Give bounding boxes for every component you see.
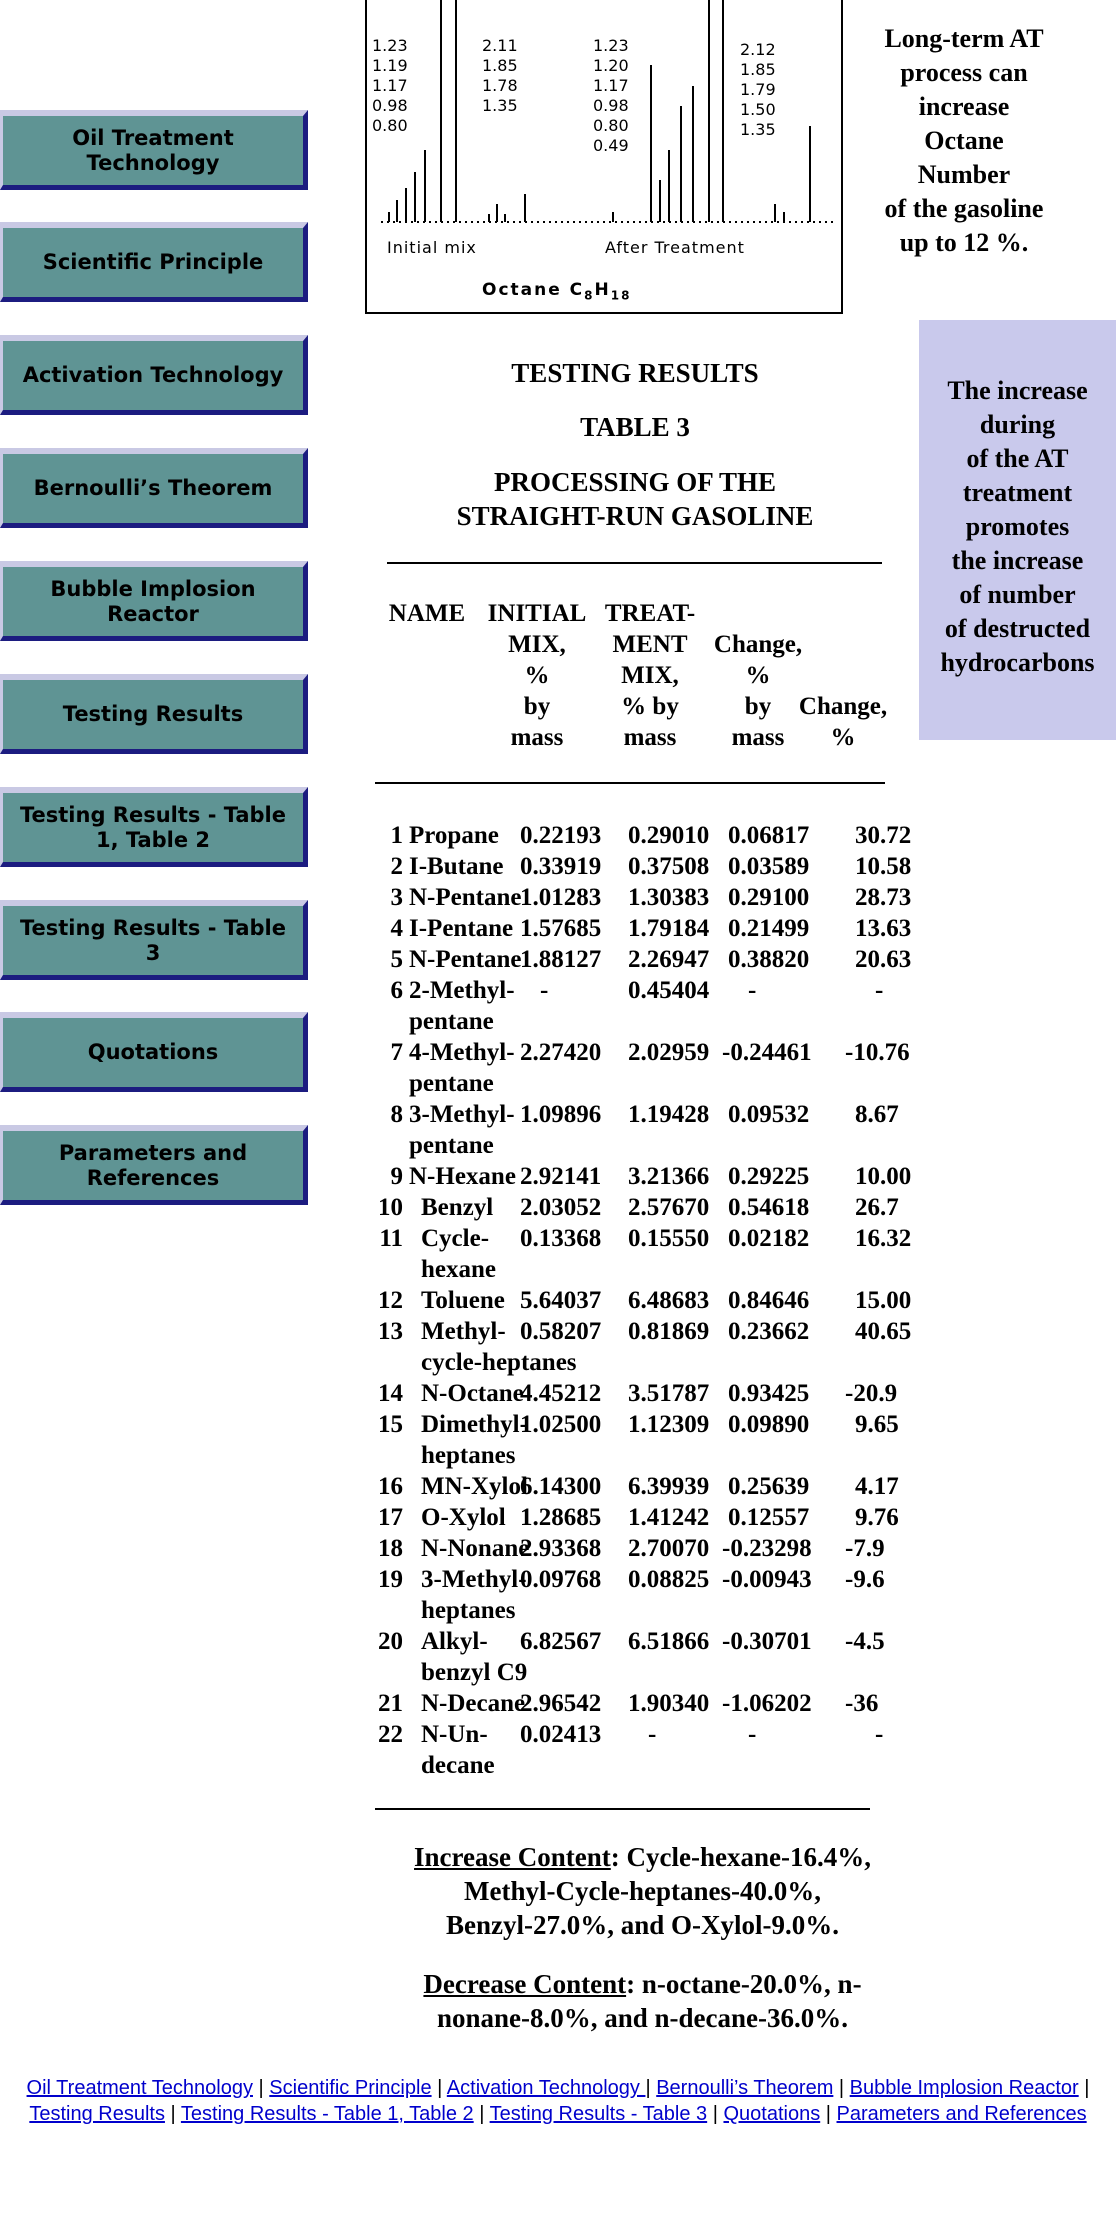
nav-testing-results[interactable]: [0, 674, 308, 754]
cell-name-line: I-Butane: [409, 853, 504, 880]
cell-name-line: 3-Methyl-: [421, 1566, 527, 1593]
footer-link-table-1-2[interactable]: Testing Results - Table 1, Table 2: [180, 2103, 474, 2125]
cell-initial: 0.58207: [520, 1318, 602, 1345]
cell-chg-mass: 0.29225: [728, 1163, 810, 1190]
header-line: INITIAL: [487, 600, 587, 627]
increase-summary: [365, 1840, 920, 1942]
nav-parameters-and-references[interactable]: [0, 1125, 308, 1205]
nav-bubble-implosion-reactor[interactable]: [0, 561, 308, 641]
cell-name: [421, 1409, 528, 1471]
header-change-pct: [788, 598, 898, 753]
value-label: 1.23: [372, 36, 408, 55]
header-line: [788, 598, 898, 629]
cell-name: [421, 1192, 493, 1223]
header-line: Change,: [713, 631, 803, 658]
cell-treat: 6.51866: [628, 1628, 710, 1655]
cell-n: 20: [378, 1628, 403, 1655]
note-line: of destructed: [944, 614, 1091, 643]
cell-name-line: 3-Methyl-: [409, 1101, 515, 1128]
header-line: mass: [510, 724, 564, 751]
cell-initial: 6.14300: [520, 1473, 602, 1500]
after-values-right: [740, 40, 776, 140]
cell-initial: 1.57685: [520, 915, 602, 942]
cell-name: [421, 1223, 496, 1285]
cell-treat: 1.79184: [628, 915, 710, 942]
note-line: increase: [918, 92, 1010, 121]
cell-n: 2: [390, 853, 403, 880]
summary-line: [365, 1840, 920, 1874]
note-line: of the gasoline: [884, 194, 1044, 223]
cell-name-line: Dimethyl-: [421, 1411, 528, 1438]
header-line: Change,: [798, 693, 888, 720]
cell-name: [409, 975, 515, 1037]
cell-name-line: pentane: [409, 1008, 494, 1035]
cell-n: 10: [378, 1194, 403, 1221]
value-label: 2.11: [482, 36, 518, 55]
cell-chg-pct: -10.76: [845, 1039, 910, 1066]
header-line: mass: [623, 724, 677, 751]
initial-values-right: [482, 36, 518, 116]
cell-n: 11: [379, 1225, 403, 1252]
note-line: Long-term AT: [884, 24, 1044, 53]
cell-initial: 2.93368: [520, 1535, 602, 1562]
footer-link-activation-technology[interactable]: Activation Technology: [446, 2077, 646, 2099]
cell-chg-pct: 26.7: [855, 1194, 899, 1221]
note-line: treatment: [962, 478, 1073, 507]
header-line: %: [830, 724, 856, 751]
cell-initial: 1.88127: [520, 946, 602, 973]
increase-label: Increase Content: [414, 1842, 611, 1872]
cell-initial: 0.33919: [520, 853, 602, 880]
octane-note: [864, 22, 1064, 260]
cell-chg-pct: 28.73: [855, 884, 912, 911]
cell-name: [409, 882, 521, 913]
divider: [387, 562, 882, 564]
chromatogram-figure: [365, 0, 843, 314]
nav-scientific-principle[interactable]: [0, 222, 308, 302]
note-line: process can: [900, 58, 1028, 87]
summary-line: Methyl-Cycle-heptanes-40.0%,: [464, 1876, 821, 1906]
cell-initial: 0.22193: [520, 822, 602, 849]
cell-n: 7: [390, 1039, 403, 1066]
label-initial-mix: Initial mix: [387, 238, 477, 257]
footer-link-scientific-principle[interactable]: Scientific Principle: [269, 2077, 432, 2099]
footer-link-testing-results[interactable]: Testing Results: [29, 2103, 165, 2125]
note-line: The increase: [947, 376, 1088, 405]
value-label: 1.35: [482, 96, 518, 115]
cell-initial: 2.92141: [520, 1163, 602, 1190]
cell-chg-pct: -: [875, 977, 884, 1004]
summary-line: nonane-8.0%, and n-decane-36.0%.: [436, 2003, 849, 2033]
footer-link-bernoulli[interactable]: Bernoulli’s Theorem: [656, 2077, 834, 2099]
cell-chg-mass: -0.24461: [722, 1039, 812, 1066]
after-values-left: [593, 36, 629, 156]
cell-chg-mass: 0.02182: [728, 1225, 810, 1252]
cell-treat: 0.37508: [628, 853, 710, 880]
cell-chg-pct: 9.65: [855, 1411, 899, 1438]
cell-initial: 0.13368: [520, 1225, 602, 1252]
destruction-note-box: [919, 320, 1116, 740]
cell-initial: 2.96542: [520, 1690, 602, 1717]
cell-name-line: N-Nonane: [421, 1535, 530, 1562]
after-peaks: [613, 0, 810, 222]
cell-n: 21: [378, 1690, 403, 1717]
cell-initial: 1.09896: [520, 1101, 602, 1128]
cell-treat: 3.21366: [628, 1163, 710, 1190]
nav-bernoullis-theorem[interactable]: [0, 448, 308, 528]
cell-initial: 1.01283: [520, 884, 602, 911]
header-line: MIX,: [621, 662, 679, 689]
header-line: NAME: [388, 600, 466, 627]
cell-name-line: N-Pentane: [409, 884, 522, 911]
cell-name-line: Alkyl-: [421, 1628, 488, 1655]
cell-name: [409, 1161, 516, 1192]
cell-n: 8: [390, 1101, 403, 1128]
nav-oil-treatment-technology[interactable]: [0, 110, 308, 190]
footer-link-oil-treatment[interactable]: Oil Treatment Technology: [26, 2077, 253, 2099]
cell-initial: 6.82567: [520, 1628, 602, 1655]
cell-name-line: cycle-heptanes: [421, 1349, 577, 1376]
cell-name-line: heptanes: [421, 1442, 516, 1469]
cell-name-line: decane: [421, 1752, 495, 1779]
cell-chg-mass: -1.06202: [722, 1690, 812, 1717]
cell-chg-pct: -36: [845, 1690, 879, 1717]
cell-chg-pct: -9.6: [845, 1566, 885, 1593]
cell-treat: 1.19428: [628, 1101, 710, 1128]
cell-treat: 3.51787: [628, 1380, 710, 1407]
header-line: MIX,: [508, 631, 566, 658]
header-line: [788, 629, 898, 660]
cell-name-line: N-Un-: [421, 1721, 488, 1748]
cell-name-line: pentane: [409, 1070, 494, 1097]
cell-n: 5: [390, 946, 403, 973]
header-line: TREAT-: [604, 600, 696, 627]
cell-treat: 1.90340: [628, 1690, 710, 1717]
decrease-summary: [365, 1967, 920, 2035]
nav-label: Quotations: [87, 1040, 219, 1064]
header-line: %: [524, 662, 550, 689]
cell-initial: -: [540, 977, 549, 1004]
nav-label: Bernoulli’s Theorem: [33, 476, 273, 500]
cell-name: [409, 820, 499, 851]
footer-link-bubble-implosion[interactable]: Bubble Implosion Reactor: [849, 2077, 1079, 2099]
cell-name: [421, 1285, 505, 1316]
cell-name: [421, 1626, 527, 1688]
cell-initial: 0.09768: [520, 1566, 602, 1593]
value-label: 1.50: [740, 100, 776, 119]
nav-label: Testing Results - Table 1, Table 2: [19, 802, 286, 852]
value-label: 0.80: [372, 116, 408, 135]
cell-name-line: N-Decane: [421, 1690, 526, 1717]
cell-chg-mass: 0.09890: [728, 1411, 810, 1438]
header-name: [387, 598, 467, 629]
cell-chg-pct: -4.5: [845, 1628, 885, 1655]
note-line: Octane: [924, 126, 1004, 155]
cell-chg-mass: 0.06817: [728, 822, 810, 849]
cell-name-line: I-Pentane: [409, 915, 514, 942]
footer-link-table-3[interactable]: Testing Results - Table 3: [489, 2103, 708, 2125]
cell-n: 12: [378, 1287, 403, 1314]
cell-chg-pct: 40.65: [855, 1318, 912, 1345]
note-line: Number: [917, 160, 1011, 189]
page-title: TESTING RESULTS: [511, 358, 759, 388]
cell-chg-mass: -: [748, 1721, 757, 1748]
cell-n: 6: [390, 977, 403, 1004]
cell-name-line: benzyl C9: [421, 1659, 528, 1686]
cell-n: 18: [378, 1535, 403, 1562]
footer-links: Oil Treatment Technology | Scientific Principle | Activation Technology | Bernoulli’s Theorem | Bubble Implosion Reactor | Testing Results | Testing Results - Table 1, Table 2 | Testing Results - Table 3 | Quotations | Parameters and References: [26, 2077, 1090, 2125]
cell-treat: 0.45404: [628, 977, 710, 1004]
header-treatment-mix: [600, 598, 700, 753]
header-line: mass: [731, 724, 785, 751]
footer-link-quotations[interactable]: Quotations: [723, 2103, 821, 2125]
value-label: 1.17: [372, 76, 408, 95]
cell-chg-mass: 0.09532: [728, 1101, 810, 1128]
cell-chg-pct: 10.00: [855, 1163, 912, 1190]
value-label: 1.20: [593, 56, 629, 75]
cell-chg-mass: 0.03589: [728, 853, 810, 880]
cell-initial: 2.03052: [520, 1194, 602, 1221]
cell-initial: 4.45212: [520, 1380, 602, 1407]
nav-label: Parameters and References: [58, 1140, 248, 1190]
cell-name: [409, 1037, 515, 1099]
cell-treat: 2.70070: [628, 1535, 710, 1562]
header-line: %: [745, 662, 771, 689]
cell-treat: 2.26947: [628, 946, 710, 973]
footer-link-parameters[interactable]: Parameters and References: [836, 2103, 1087, 2125]
cell-chg-pct: 4.17: [855, 1473, 899, 1500]
caption-subscript: 18: [610, 288, 632, 303]
table-title-line: STRAIGHT-RUN GASOLINE: [456, 501, 814, 531]
cell-name: [421, 1533, 529, 1564]
nav-label: Bubble Implosion Reactor: [50, 576, 256, 626]
cell-n: 22: [378, 1721, 403, 1748]
cell-chg-mass: 0.93425: [728, 1380, 810, 1407]
table-number: TABLE 3: [580, 412, 690, 442]
value-label: 1.78: [482, 76, 518, 95]
header-initial-mix: [487, 598, 587, 753]
divider: [375, 1808, 870, 1810]
note-line: up to 12 %.: [899, 228, 1029, 257]
cell-initial: 1.28685: [520, 1504, 602, 1531]
nav-testing-results-table-1-2[interactable]: [0, 787, 308, 867]
cell-name-line: MN-Xylol: [421, 1473, 528, 1500]
cell-chg-pct: -7.9: [845, 1535, 885, 1562]
cell-n: 15: [378, 1411, 403, 1438]
cell-name: [421, 1471, 528, 1502]
divider: [375, 782, 885, 784]
cell-name-line: O-Xylol: [421, 1504, 506, 1531]
cell-n: 1: [390, 822, 403, 849]
summary-line: [365, 1967, 920, 2001]
nav-activation-technology[interactable]: [0, 335, 308, 415]
cell-chg-mass: 0.12557: [728, 1504, 810, 1531]
summary-line: Benzyl-27.0%, and O-Xylol-9.0%.: [445, 1910, 839, 1940]
note-line: during: [979, 410, 1056, 439]
header-line: [788, 660, 898, 691]
value-label: 1.85: [482, 56, 518, 75]
cell-treat: 0.15550: [628, 1225, 710, 1252]
caption-subscript: 8: [584, 288, 595, 303]
value-label: 1.19: [372, 56, 408, 75]
cell-chg-pct: 30.72: [855, 822, 912, 849]
cell-name-line: N-Pentane: [409, 946, 522, 973]
cell-name-line: Propane: [409, 822, 499, 849]
nav-label: Activation Technology: [22, 363, 284, 387]
cell-name-line: N-Octane: [421, 1380, 524, 1407]
cell-treat: 6.39939: [628, 1473, 710, 1500]
table-title: [380, 465, 890, 533]
value-label: 2.12: [740, 40, 776, 59]
nav-label: Testing Results: [62, 702, 244, 726]
value-label: 0.80: [593, 116, 629, 135]
initial-values-left: [372, 36, 408, 136]
cell-chg-pct: 9.76: [855, 1504, 899, 1531]
cell-n: 17: [378, 1504, 403, 1531]
cell-chg-pct: 8.67: [855, 1101, 899, 1128]
header-line: by: [523, 693, 551, 720]
cell-n: 4: [390, 915, 403, 942]
cell-treat: 1.12309: [628, 1411, 710, 1438]
cell-chg-mass: -: [748, 977, 757, 1004]
cell-chg-pct: -: [875, 1721, 884, 1748]
cell-treat: 2.02959: [628, 1039, 710, 1066]
cell-treat: 0.08825: [628, 1566, 710, 1593]
cell-treat: 0.29010: [628, 822, 710, 849]
cell-chg-pct: 15.00: [855, 1287, 912, 1314]
cell-chg-mass: 0.23662: [728, 1318, 810, 1345]
header-line: by: [744, 693, 772, 720]
decrease-label: Decrease Content: [423, 1969, 627, 1999]
cell-n: 14: [378, 1380, 403, 1407]
cell-treat: 2.57670: [628, 1194, 710, 1221]
cell-treat: 1.30383: [628, 884, 710, 911]
cell-chg-pct: 10.58: [855, 853, 912, 880]
value-label: 0.49: [593, 136, 629, 155]
cell-name-line: hexane: [421, 1256, 496, 1283]
nav-label: Scientific Principle: [42, 250, 264, 274]
cell-chg-mass: -0.23298: [722, 1535, 812, 1562]
cell-name-line: 2-Methyl-: [409, 977, 515, 1004]
header-line: MENT: [612, 631, 688, 658]
cell-name-line: Benzyl: [421, 1194, 494, 1221]
cell-n: 13: [378, 1318, 403, 1345]
note-line: promotes: [965, 512, 1070, 541]
nav-label: Testing Results - Table 3: [19, 915, 286, 965]
note-line: hydrocarbons: [940, 648, 1095, 677]
cell-name-line: Cycle-: [421, 1225, 490, 1252]
cell-name-line: Methyl-: [421, 1318, 506, 1345]
cell-name: [409, 851, 503, 882]
cell-treat: 6.48683: [628, 1287, 710, 1314]
cell-chg-pct: 16.32: [855, 1225, 912, 1252]
label-after-treatment: After Treatment: [605, 238, 745, 257]
value-label: 1.23: [593, 36, 629, 55]
cell-name-line: pentane: [409, 1132, 494, 1159]
cell-n: 9: [390, 1163, 403, 1190]
header-line: % by: [621, 693, 679, 720]
cell-treat: 0.81869: [628, 1318, 710, 1345]
cell-name-line: N-Hexane: [409, 1163, 516, 1190]
cell-name: [421, 1502, 506, 1533]
cell-n: 16: [378, 1473, 403, 1500]
summary-text: : Cycle-hexane-16.4%,: [610, 1842, 871, 1872]
cell-chg-mass: 0.25639: [728, 1473, 810, 1500]
cell-name: [409, 913, 513, 944]
figure-caption: [482, 280, 631, 302]
note-line: of number: [959, 580, 1076, 609]
note-line: of the AT: [966, 444, 1069, 473]
cell-treat: 1.41242: [628, 1504, 710, 1531]
cell-initial: 0.02413: [520, 1721, 602, 1748]
cell-n: 3: [390, 884, 403, 911]
caption-text: Octane C: [482, 280, 585, 300]
value-label: 0.98: [593, 96, 629, 115]
cell-chg-pct: -20.9: [845, 1380, 898, 1407]
cell-name: [409, 1099, 515, 1161]
value-label: 1.17: [593, 76, 629, 95]
cell-name: [409, 944, 521, 975]
cell-chg-mass: -0.30701: [722, 1628, 812, 1655]
cell-name: [421, 1564, 527, 1626]
nav-testing-results-table-3[interactable]: [0, 900, 308, 980]
cell-treat: -: [648, 1721, 657, 1748]
table-title-line: PROCESSING OF THE: [493, 467, 777, 497]
cell-chg-pct: 20.63: [855, 946, 912, 973]
cell-initial: 5.64037: [520, 1287, 602, 1314]
summary-text: : n-octane-20.0%, n-: [626, 1969, 862, 1999]
cell-chg-mass: 0.29100: [728, 884, 810, 911]
cell-name: [421, 1688, 525, 1719]
value-label: 1.79: [740, 80, 776, 99]
cell-name: [421, 1378, 524, 1409]
cell-chg-pct: 13.63: [855, 915, 912, 942]
cell-name: [421, 1719, 495, 1781]
cell-chg-mass: 0.84646: [728, 1287, 810, 1314]
value-label: 1.85: [740, 60, 776, 79]
cell-n: 19: [378, 1566, 403, 1593]
cell-initial: 1.02500: [520, 1411, 602, 1438]
cell-name-line: Toluene: [421, 1287, 505, 1314]
cell-name-line: 4-Methyl-: [409, 1039, 515, 1066]
cell-initial: 2.27420: [520, 1039, 602, 1066]
nav-quotations[interactable]: [0, 1012, 308, 1092]
cell-chg-mass: 0.54618: [728, 1194, 810, 1221]
nav-label: Oil Treatment Technology: [72, 125, 234, 175]
cell-name-line: heptanes: [421, 1597, 516, 1624]
cell-chg-mass: 0.21499: [728, 915, 810, 942]
cell-chg-mass: 0.38820: [728, 946, 810, 973]
caption-text: H: [594, 280, 611, 300]
note-line: the increase: [951, 546, 1084, 575]
value-label: 0.98: [372, 96, 408, 115]
cell-chg-mass: -0.00943: [722, 1566, 812, 1593]
value-label: 1.35: [740, 120, 776, 139]
